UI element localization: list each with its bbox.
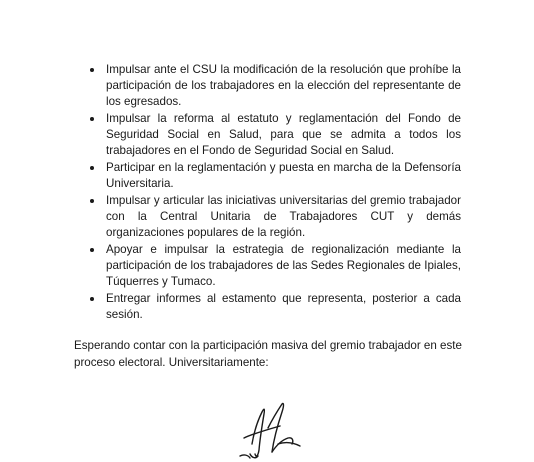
handwritten-signature [222, 398, 312, 462]
list-item [0, 291, 534, 323]
bullet-icon [90, 68, 94, 72]
list-item [0, 62, 534, 110]
list-item [0, 242, 534, 290]
list-item-text: Entregar informes al estamento que representa, posterior a cada sesión. [106, 292, 461, 321]
list-item [0, 111, 534, 159]
list-item-text: Impulsar y articular las iniciativas universitarias del gremio trabajador con la Central Unitaria de Trabajadores CUT y demás organizaciones populares de la región. [106, 194, 461, 239]
list-item [0, 193, 534, 241]
closing-paragraph: Esperando contar con la participación masiva del gremio trabajador en este proceso electoral. Universitariamente: [74, 339, 462, 369]
bullet-icon [90, 117, 94, 121]
list-item-text: Apoyar e impulsar la estrategia de regionalización mediante la participación de los trabajadores de las Sedes Regionales de Ipiales, Túquerres y Tumaco. [106, 243, 461, 288]
list-item-text: Participar en la reglamentación y puesta en marcha de la Defensoría Universitaria. [106, 161, 461, 190]
list-item-text: Impulsar ante el CSU la modificación de la resolución que prohíbe la participación de los trabajadores en la elección del representante de los egresados. [106, 63, 461, 108]
bullet-icon [90, 248, 94, 252]
bullet-icon [90, 199, 94, 203]
bullet-icon [90, 166, 94, 170]
list-item [0, 160, 534, 192]
proposal-list [0, 62, 534, 324]
bullet-icon [90, 297, 94, 301]
list-item-text: Impulsar la reforma al estatuto y reglamentación del Fondo de Seguridad Social en Salud, para que se admita a todos los trabajadores en el Fondo de Seguridad Social en Salud. [106, 112, 461, 157]
